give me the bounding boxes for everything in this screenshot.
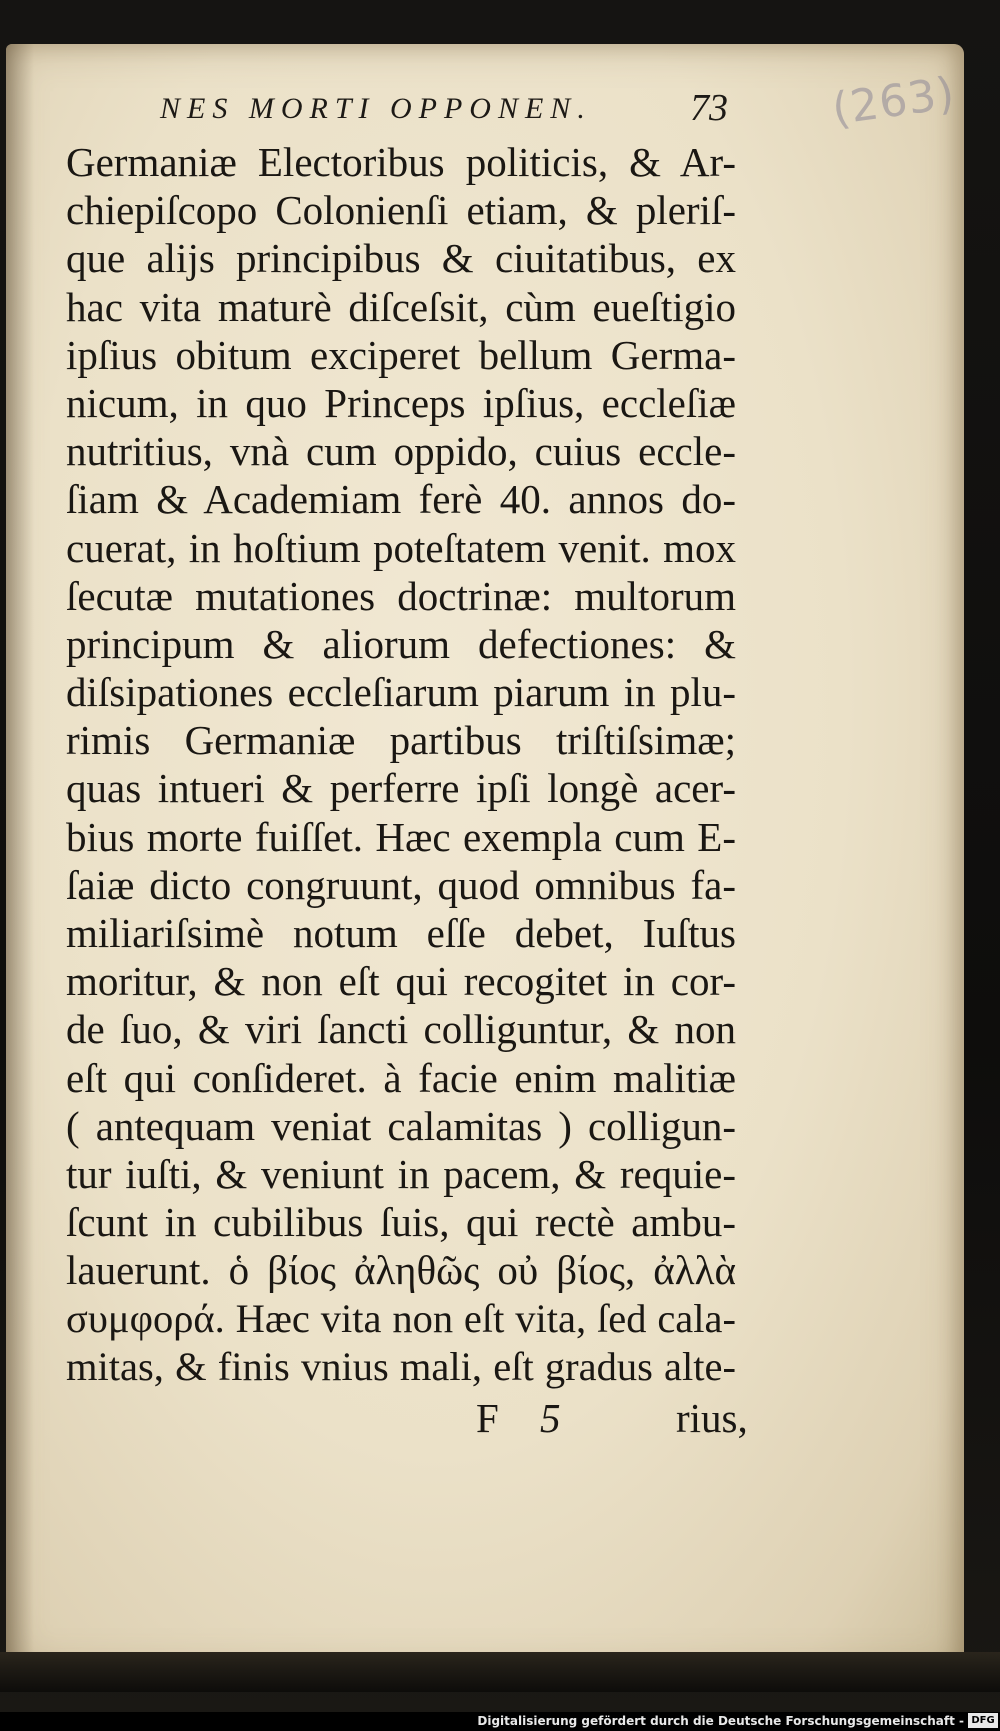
text-line: que alijs principibus & ciuitatibus, ex <box>66 235 736 282</box>
text-line: ſiam & Academiam ferè 40. annos do- <box>66 476 736 523</box>
text-line: bius morte fuiſſet. Hæc exempla cum E- <box>66 813 736 860</box>
pencil-page-number: (263) <box>829 67 959 136</box>
signature-number: 5 <box>540 1395 561 1441</box>
text-line: Germaniæ Electoribus politicis, & Ar- <box>66 139 736 185</box>
catchword: rius, <box>676 1395 748 1441</box>
text-line: nicum, in quo Princeps ipſius, eccleſiæ <box>66 379 736 426</box>
text-line: diſsipationes eccleſiarum piarum in plu- <box>66 669 736 716</box>
text-line: ſaiæ dicto congruunt, quod omnibus fa- <box>66 861 736 908</box>
page-bottom-edge <box>0 1652 1000 1692</box>
text-line: lauerunt. ὁ βίος ἀληθῶς οὐ βίος, ἀλλὰ <box>66 1247 736 1294</box>
folio-number: 73 <box>690 87 728 129</box>
text-line: chiepiſcopo Colonienſi etiam, & pleriſ- <box>66 187 736 234</box>
spine-shadow <box>6 44 34 1672</box>
text-line: rimis Germaniæ partibus triſtiſsimæ; <box>66 717 736 764</box>
signature-mark: F <box>476 1395 499 1441</box>
text-line: eſt qui conſideret. à facie enim malitiæ <box>66 1054 736 1101</box>
text-line: quas intueri & perferre ipſi longè acer- <box>66 765 736 812</box>
funding-credit: Digitalisierung gefördert durch die Deutsche Forschungsgemeinschaft - <box>477 1714 964 1728</box>
text-line: ipſius obitum exciperet bellum Germa- <box>66 331 736 378</box>
text-line: cuerat, in hoſtium poteſtatem venit. mox <box>66 524 736 571</box>
text-line: nutritius, vnà cum oppido, cuius eccle- <box>66 428 736 475</box>
text-line: moritur, & non eſt qui recogitet in cor- <box>66 958 736 1005</box>
text-line: συμφορά. Hæc vita non eſt vita, ſed cala- <box>66 1295 736 1341</box>
text-line: mitas, & finis vnius mali, eſt gradus alte- <box>66 1343 736 1389</box>
text-line: hac vita maturè diſceſsit, cùm eueſtigio <box>66 283 736 330</box>
text-line: de ſuo, & viri ſancti colliguntur, & non <box>66 1006 736 1053</box>
running-head: NES MORTI OPPONEN. <box>160 92 592 125</box>
text-line: tur iuſti, & veniunt in pacem, & requie- <box>66 1150 736 1197</box>
body-text <box>66 138 736 1391</box>
text-line: miliariſsimè notum eſſe debet, Iuſtus <box>66 910 736 956</box>
text-line: ( antequam veniat calamitas ) collіgun- <box>66 1102 736 1149</box>
text-line: principum & aliorum defectiones: & <box>66 620 736 667</box>
dfg-logo: DFG <box>968 1713 998 1728</box>
text-line: ſcunt in cubilibus ſuis, qui rectè ambu- <box>66 1199 736 1246</box>
text-line: ſecutæ mutationes doctrinæ: multorum <box>66 572 736 619</box>
